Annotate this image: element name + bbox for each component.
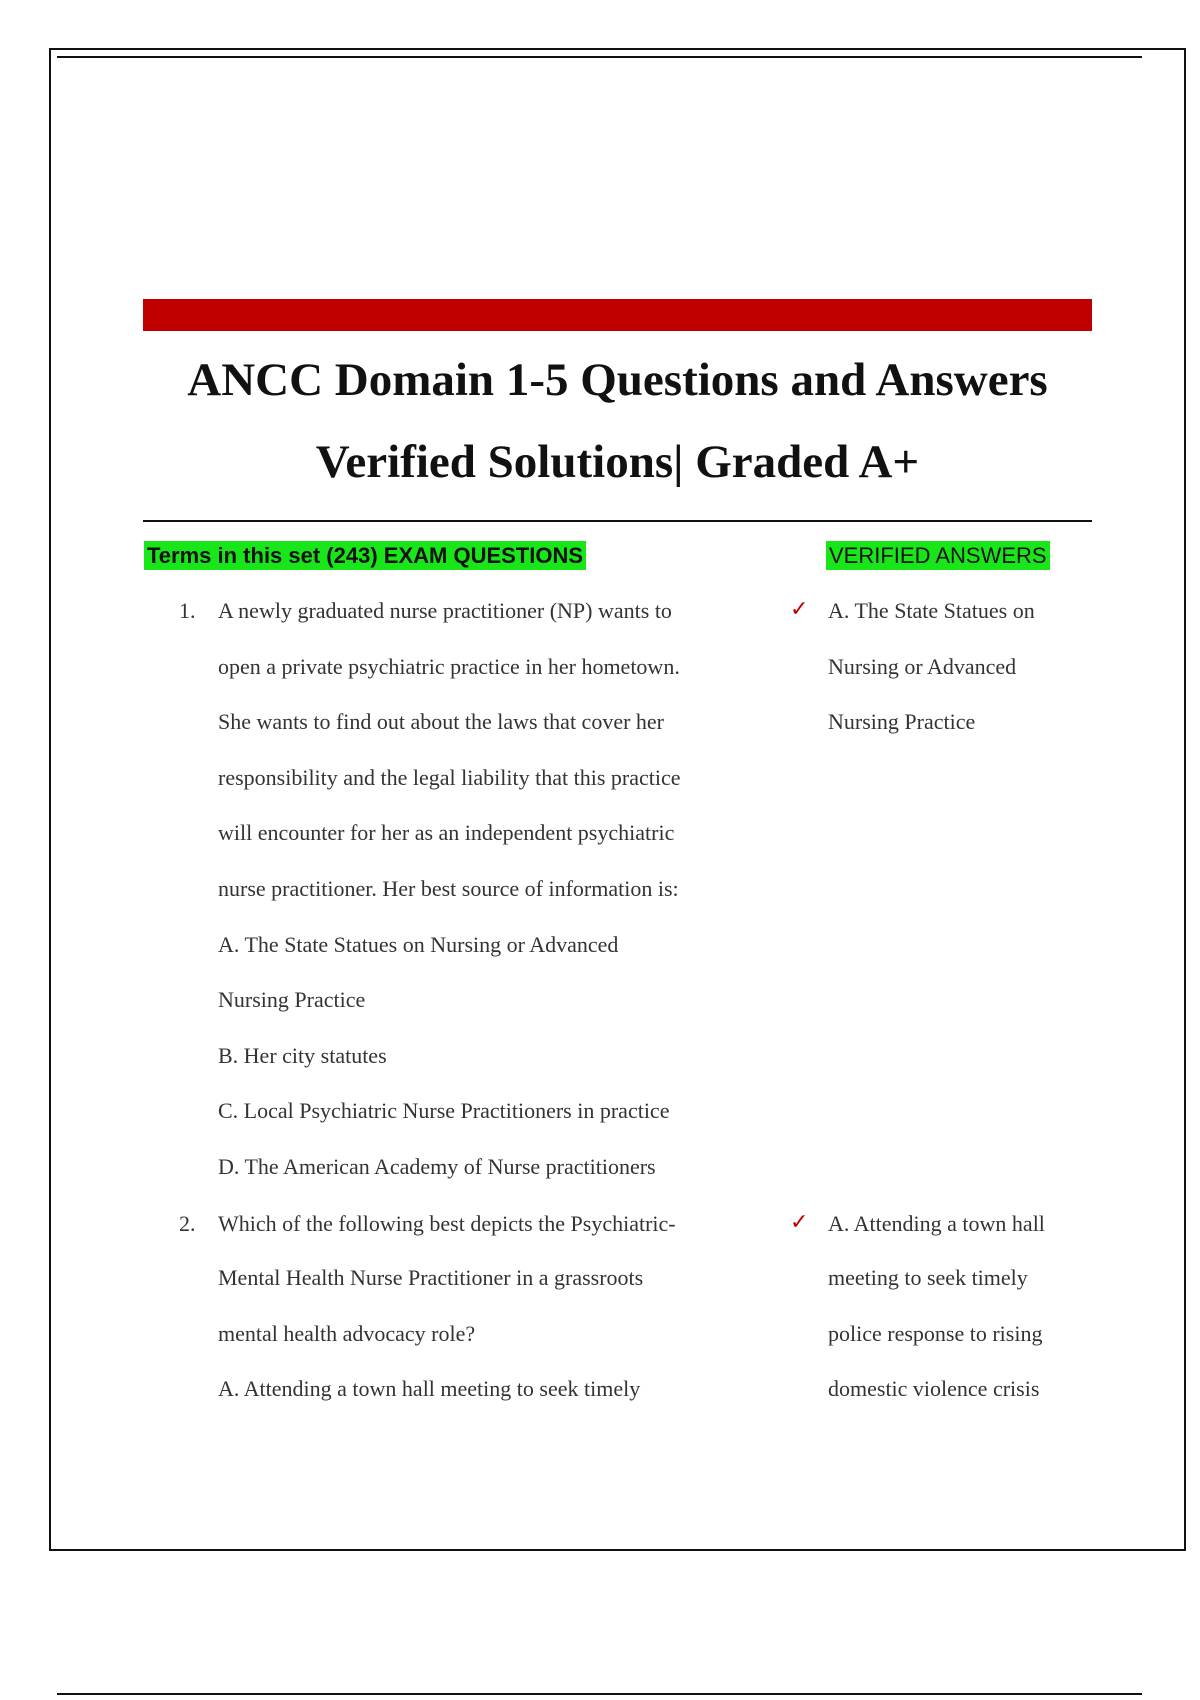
verified-answer-line: domestic violence crisis: [828, 1376, 1040, 1401]
question-line: will encounter for her as an independent psychiatric: [218, 820, 675, 845]
verified-answer-line: A. Attending a town hall: [828, 1211, 1045, 1236]
question-line: Which of the following best depicts the Psychiatric-: [218, 1211, 676, 1236]
verified-answer-line: police response to rising: [828, 1321, 1043, 1346]
checkmark-icon: ✓: [790, 1209, 809, 1234]
verified-answer-line: Nursing or Advanced: [828, 654, 1017, 679]
option-b: B. Her city statutes: [218, 1043, 387, 1068]
question-line: A newly graduated nurse practitioner (NP) wants to: [218, 598, 672, 623]
question-line: mental health advocacy role?: [218, 1321, 476, 1346]
option-a-continued: Nursing Practice: [218, 987, 366, 1012]
verified-answer-line: Nursing Practice: [828, 709, 976, 734]
option-a: A. The State Statues on Nursing or Advanced: [218, 932, 619, 957]
questions-column-header: Terms in this set (243) EXAM QUESTIONS: [144, 541, 586, 570]
document-title-line-1: ANCC Domain 1-5 Questions and Answers: [187, 354, 1048, 406]
document-title-line-2: Verified Solutions| Graded A+: [315, 436, 920, 488]
question-line: responsibility and the legal liability that this practice: [218, 765, 681, 790]
title-accent-bar: [143, 299, 1092, 331]
verified-answer-line: A. The State Statues on: [828, 598, 1035, 623]
question-number: 2.: [179, 1211, 196, 1236]
checkmark-icon: ✓: [790, 596, 809, 621]
question-number: 1.: [179, 598, 196, 623]
question-line: Mental Health Nurse Practitioner in a grassroots: [218, 1265, 644, 1290]
top-rule: [57, 56, 1142, 58]
question-line: open a private psychiatric practice in her hometown.: [218, 654, 680, 679]
option-a: A. Attending a town hall meeting to seek timely: [218, 1376, 641, 1401]
verified-answer-line: meeting to seek timely: [828, 1265, 1028, 1290]
answers-column-header: VERIFIED ANSWERS: [826, 541, 1050, 570]
bottom-rule: [57, 1693, 1142, 1695]
option-d: D. The American Academy of Nurse practitioners: [218, 1154, 656, 1179]
title-divider: [143, 520, 1092, 522]
option-c: C. Local Psychiatric Nurse Practitioners in practice: [218, 1098, 670, 1123]
question-line: She wants to find out about the laws that cover her: [218, 709, 665, 734]
question-line: nurse practitioner. Her best source of information is:: [218, 876, 679, 901]
